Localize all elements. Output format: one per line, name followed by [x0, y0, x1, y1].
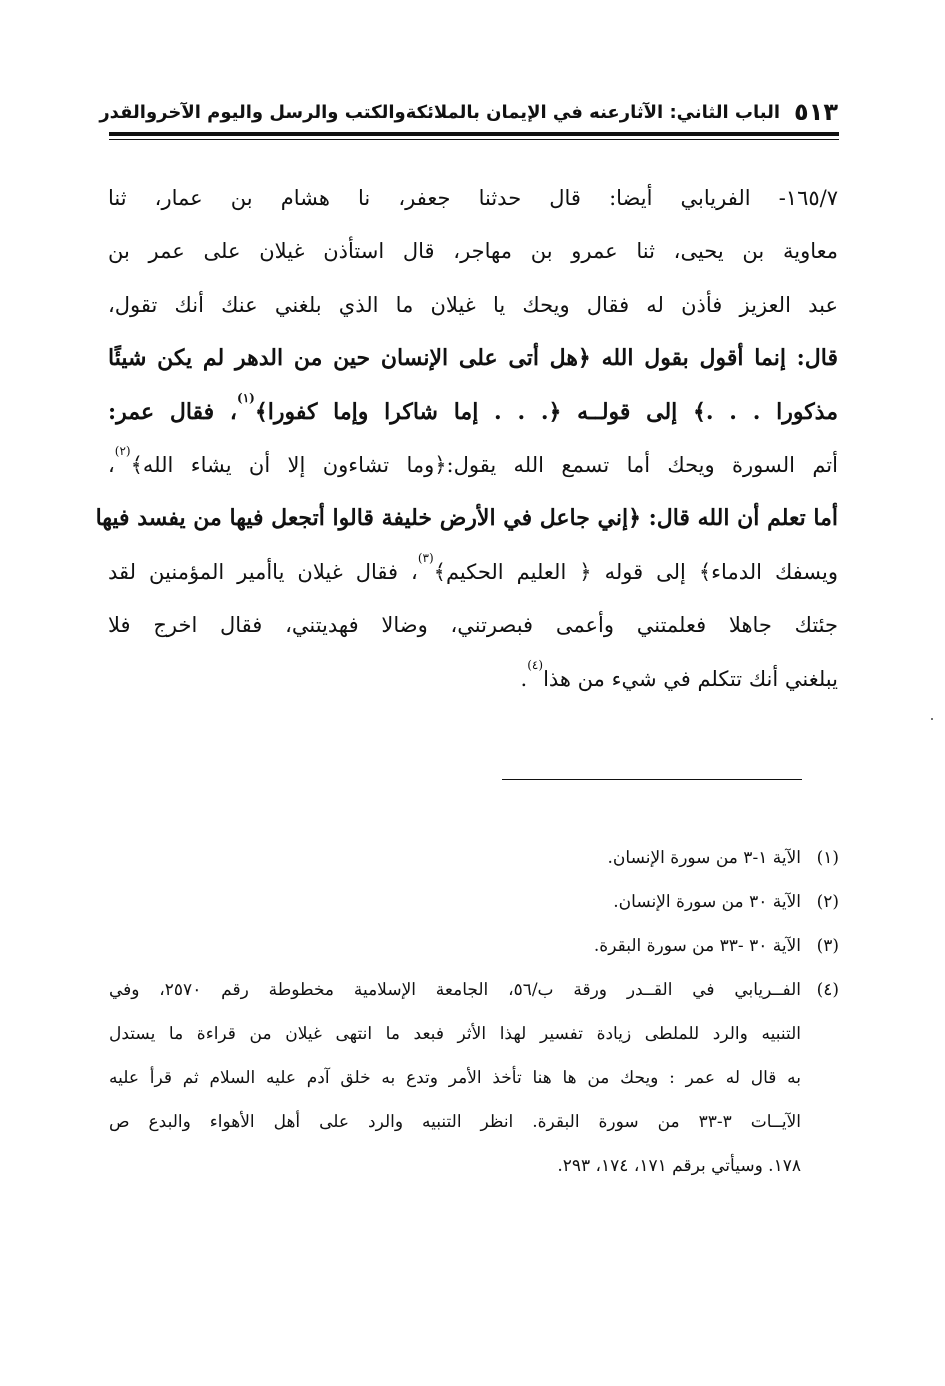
- text-line: أما تعلم أن الله قال: ﴿إني جاعل في الأرض خليفة قالوا أتجعل فيها من يفسد فيها: [95, 505, 838, 532]
- footnote-4-line: [109, 1100, 839, 1144]
- header-rule: [109, 132, 839, 136]
- text-line: يبلغني أنك تتكلم في شيء من هذا$^{(٤)}$.: [520, 657, 838, 691]
- footnote-number: (٤): [816, 980, 839, 1000]
- footnote-text: الآيــات ٣-٣٣ من سورة البقرة. انظر التنبيه والرد على أهل الأهواء والبدع ص: [109, 1112, 801, 1132]
- footnote-number: (٣): [816, 936, 839, 956]
- text-line: مذكورا . . .﴾ إلى قولــه ﴿. . . إما شاكرا وإما كفورا﴾$^{(١)}$، فقال عمر:: [108, 390, 838, 425]
- chapter-title: الباب الثاني: الآثارعنه في الإيمان بالملائكةوالكتب والرسل واليوم الآخروالقدر: [99, 101, 781, 123]
- footnote-text: ١٧٨. وسيأتي برقم ١٧١، ١٧٤، ٢٩٣.: [557, 1156, 801, 1176]
- footnote-text: به قال له عمر : ويحك من ها هنا تأخذ الأمر وتدع به خلق آدم عليه السلام ثم قرأ عليه: [109, 1068, 801, 1088]
- text-line: عبد العزيز فأذن له فقال ويحك يا غيلان ما الذي بلغني عنك أنك تقول،: [108, 292, 838, 317]
- footnote-text: الآية ٣٠ من سورة الإنسان.: [613, 892, 801, 912]
- footnote-4: [109, 968, 839, 1012]
- text-line: ١٦٥/٧- الفريابي أيضا: قال حدثنا جعفر، نا هشام بن عمار، ثنا: [108, 186, 838, 210]
- footnote-separator: [502, 779, 802, 780]
- footnote-text: التنبيه والرد للملطى زيادة تفسير لهذا الأثر فبعد ما انتهى غيلان من قراءة ما يستدل: [109, 1024, 801, 1044]
- page-number: ٥١٣: [794, 98, 838, 126]
- footnote-3: [109, 924, 839, 968]
- footnote-4-line: [109, 1012, 839, 1056]
- text-line: قال: إنما أقول بقول الله ﴿هل أتى على الإنسان حين من الدهر لم يكن شيئًا: [108, 345, 838, 372]
- footnote-4-line: [109, 1056, 839, 1100]
- footnote-ref[interactable]: (٤): [527, 657, 544, 672]
- footnote-2: [109, 880, 839, 924]
- footnote-1: [109, 836, 839, 880]
- footnote-ref[interactable]: (٢): [114, 443, 131, 458]
- scan-speck: [931, 718, 933, 720]
- main-text: [95, 172, 839, 706]
- footnote-number: (٢): [816, 892, 839, 912]
- footnotes: [109, 836, 839, 1188]
- footnote-number: (١): [816, 848, 839, 868]
- footnote-text: الآية ٣٠ -٣٣ من سورة البقرة.: [593, 936, 801, 956]
- footnote-4-line: [109, 1144, 839, 1188]
- text-line: أتم السورة ويحك أما تسمع الله يقول:﴿وما تشاءون إلا أن يشاء الله﴾$^{(٢)}$،: [108, 443, 838, 477]
- text-line: معاوية بن يحيى، ثنا عمرو بن مهاجر، قال استأذن غيلان على عمر بن: [108, 239, 838, 264]
- text-line: ويسفك الدماء﴾ إلى قوله ﴿ العليم الحكيم﴾$^{(٣)}$، فقال غيلان ياأمير المؤمنين لقد: [108, 550, 838, 584]
- footnote-ref[interactable]: (١): [237, 390, 255, 405]
- footnote-text: الفــريابي في القــدر ورقة ب/٥٦، الجامعة الإسلامية مخطوطة رقم ٢٥٧٠، وفي: [109, 980, 801, 1000]
- running-header: [99, 92, 838, 132]
- footnote-text: الآية ١-٣ من سورة الإنسان.: [607, 848, 801, 868]
- footnote-ref[interactable]: (٣): [417, 550, 434, 565]
- header-rule-thin: [109, 139, 839, 140]
- text-line: جئتك جاهلا فعلمتني وأعمى فبصرتني، وضالا فهديتني، فقال اخرج فلا: [108, 613, 839, 638]
